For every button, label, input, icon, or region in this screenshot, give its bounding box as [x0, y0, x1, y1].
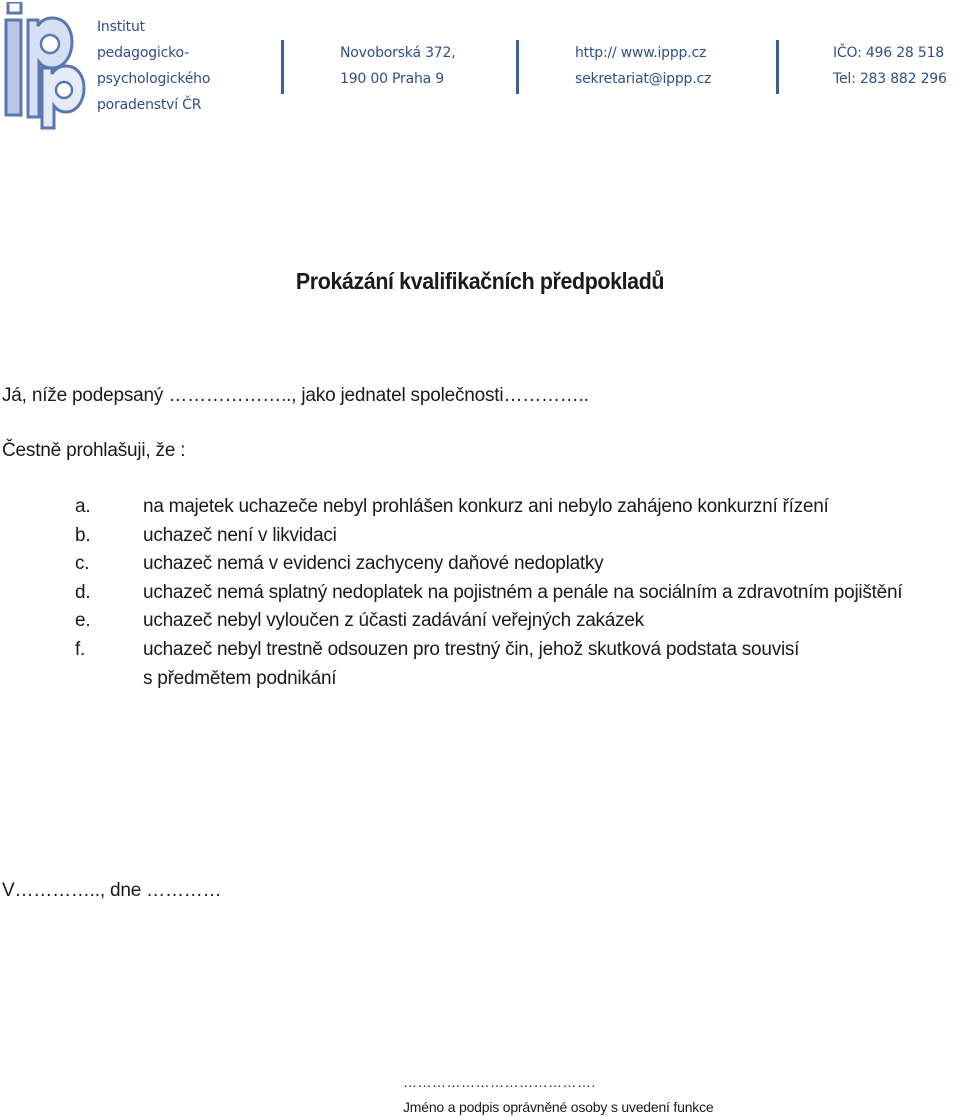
institute-line: psychologického: [97, 71, 211, 87]
postal-address: [340, 40, 455, 92]
item-text: uchazeč není v likvidaci: [143, 524, 337, 546]
item-text: na majetek uchazeče nebyl prohlášen konkurz ani nebylo zahájeno konkurzní řízení: [143, 496, 829, 517]
item-marker: c.: [75, 553, 90, 574]
item-text-continuation: s předmětem podnikání: [143, 667, 337, 689]
signature-caption: Jméno a podpis oprávněné osoby s uvedení funkce: [403, 1099, 714, 1115]
company-id-number: IČO: 496 28 518: [833, 45, 945, 61]
place-date-line: V………….., dne …………: [2, 880, 222, 901]
company-ids: [833, 40, 947, 92]
web-contact: [575, 40, 711, 92]
institute-line: poradenství ČR: [97, 97, 202, 113]
document-title: Prokázání kvalifikačních předpokladů: [295, 268, 665, 294]
declaration-line: Čestně prohlašuji, že :: [2, 440, 186, 461]
institute-line: Institut: [97, 19, 145, 35]
letterhead: [0, 0, 960, 135]
email-link[interactable]: sekretariat@ippp.cz: [575, 71, 712, 87]
item-marker: a.: [75, 496, 91, 517]
website-link[interactable]: http:// www.ippp.cz: [575, 45, 707, 61]
item-marker: e.: [75, 610, 91, 631]
institute-line: pedagogicko-: [97, 45, 189, 61]
letterhead-divider: [281, 40, 284, 94]
item-text: uchazeč nebyl trestně odsouzen pro trestný čin, jehož skutková podstata souvisí: [143, 638, 800, 660]
item-text: uchazeč nemá v evidenci zachyceny daňové nedoplatky: [143, 553, 604, 574]
ippp-logo: [2, 2, 86, 130]
address-city: 190 00 Praha 9: [340, 71, 444, 87]
letterhead-divider: [516, 40, 519, 94]
item-text: uchazeč nemá splatný nedoplatek na pojistném a penále na sociálním a zdravotním pojištění: [143, 581, 903, 603]
signature-line: ………………………………….: [403, 1074, 596, 1090]
item-marker: d.: [75, 581, 91, 603]
institute-name: [97, 14, 210, 118]
item-marker: b.: [75, 524, 91, 546]
address-street: Novoborská 372,: [340, 45, 456, 61]
item-marker: f.: [75, 638, 86, 660]
intro-line: Já, níže podepsaný ……………….., jako jednatel společnosti…………..: [2, 385, 589, 406]
letterhead-divider: [776, 40, 779, 94]
item-text: uchazeč nebyl vyloučen z účasti zadávání veřejných zakázek: [143, 610, 644, 631]
phone-number: Tel: 283 882 296: [833, 71, 947, 87]
